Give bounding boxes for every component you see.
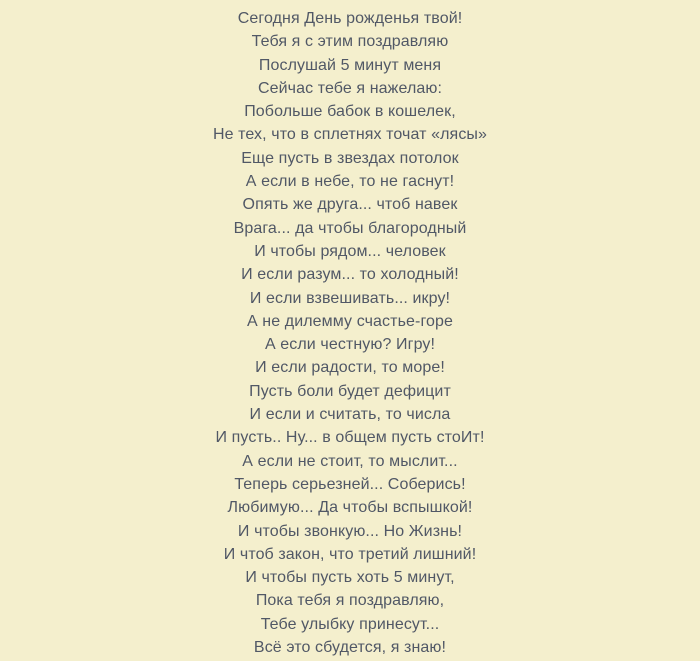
- poem-line: Тебе улыбку принесут...: [260, 615, 440, 633]
- poem-line: Пусть боли будет дефицит: [249, 382, 451, 400]
- poem-line: И если разум... то холодный!: [241, 266, 459, 284]
- poem-line: Не тех, что в сплетнях точат «лясы»: [212, 126, 488, 144]
- poem-text: [0, 7, 700, 659]
- poem-line: А если не стоит, то мыслит...: [242, 452, 458, 470]
- poem-line: И чтобы звонкую... Но Жизнь!: [237, 522, 463, 540]
- poem-line: А если в небе, то не гаснут!: [245, 173, 455, 191]
- poem-line: Любимую... Да чтобы вспышкой!: [227, 499, 473, 517]
- poem-line: Сегодня День рожденья твой!: [237, 10, 463, 27]
- poem-line: А не дилемму счастье-горе: [246, 312, 454, 330]
- poem-line: И чтобы пусть хоть 5 минут,: [245, 569, 455, 587]
- poem-line: Теперь серьезней... Соберись!: [234, 475, 466, 493]
- poem-line: Тебя я с этим поздравляю: [251, 33, 449, 51]
- poem-line: Еще пусть в звездах потолок: [241, 149, 459, 167]
- poem-line: Побольше бабок в кошелек,: [244, 103, 456, 121]
- poem-line: И чтобы рядом... человек: [254, 242, 446, 260]
- poem-line: И если и считать, то числа: [249, 406, 451, 424]
- poem-line: И если радости, то море!: [255, 359, 445, 377]
- poem-line: Всё это сбудется, я знаю!: [253, 639, 447, 657]
- poem-line: Пока тебя я поздравляю,: [255, 592, 445, 610]
- poem-line: А если честную? Игру!: [264, 336, 436, 354]
- poem-line: Послушай 5 минут меня: [258, 56, 442, 74]
- poem-line: Опять же друга... чтоб навек: [242, 196, 458, 214]
- poem-line: И чтоб закон, что третий лишний!: [223, 545, 477, 563]
- poem-line: Врага... да чтобы благородный: [233, 219, 467, 237]
- poem-line: И пусть.. Ну... в общем пусть стоИт!: [215, 429, 485, 447]
- poem-line: И если взвешивать... икру!: [249, 289, 451, 307]
- poem-line: Сейчас тебе я нажелаю:: [257, 79, 443, 97]
